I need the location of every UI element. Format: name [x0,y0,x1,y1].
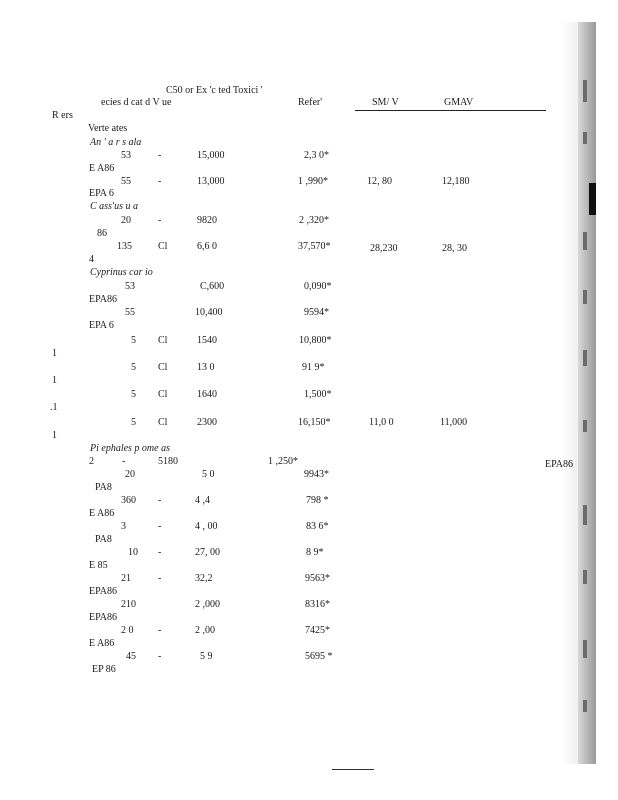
cell-c2: - [158,651,162,662]
cell-ref: 1 [52,375,57,386]
cell-value: 13,000 [197,176,225,187]
cell-value: 27, 00 [195,547,220,558]
cell-c1: 45 [126,651,136,662]
cell-lc50: 10,800* [299,335,332,346]
cell-lc50: 5695 * [305,651,333,662]
cell-gmav: 28, 30 [442,243,467,254]
section-heading: Verte ates [88,123,128,134]
cell-c1: 2 0 [121,625,134,636]
cell-ref: EPA86 [89,612,117,623]
species-name: C ass'us u a [90,201,138,212]
cell-c1: 210 [121,599,136,610]
cell-value: 15,000 [197,150,225,161]
cell-ref: 1 [52,348,57,359]
cell-c1: 135 [117,241,132,252]
cell-c1: 55 [121,176,131,187]
cell-lc50: 2 ,320* [299,215,329,226]
cell-c2: Cl [158,335,168,346]
cell-ref: E 85 [89,560,108,571]
cell-lc50: 1 ,990* [298,176,328,187]
cell-c1: 5 [131,417,136,428]
cell-ref: EPA86 [89,586,117,597]
cell-value: C,600 [200,281,225,292]
cell-ref: EPA 6 [89,188,114,199]
cell-gmav: 12,180 [442,176,470,187]
cell-c1: 21 [121,573,131,584]
cell-value: 2300 [197,417,217,428]
cell-c1: 20 [121,215,131,226]
left-label: R ers [52,110,73,121]
cell-c1: 3 [121,521,126,532]
cell-ref: 86 [97,228,107,239]
cell-c1: 53 [125,281,135,292]
column-header-reference: Refer' [298,97,323,108]
column-header-smav: SM/ V [372,97,399,108]
cell-c2: - [158,176,162,187]
cell-lc50: 9594* [304,307,329,318]
cell-c2: - [122,456,126,467]
cell-lc50: 37,570* [298,241,331,252]
cell-c1: 5 [131,389,136,400]
cell-value: 1640 [197,389,217,400]
cell-ref: E A86 [89,508,115,519]
cell-c2: Cl [158,389,168,400]
cell-value: 4 ,4 [195,495,210,506]
cell-value: 10,400 [195,307,223,318]
cell-c1: 10 [128,547,138,558]
page-edge-mark [583,290,587,304]
cell-lc50: 8 9* [306,547,324,558]
cell-lc50: 83 6* [306,521,329,532]
cell-lc50: 1,500* [304,389,332,400]
cell-lc50: 9563* [305,573,330,584]
table-title: C50 or Ex 'c ted Toxici ' [166,85,263,96]
cell-ref: EPA86 [545,459,573,470]
cell-smav: 12, 80 [367,176,392,187]
cell-lc50: 8316* [305,599,330,610]
cell-c2: - [158,495,162,506]
species-name: An ' a r s ala [90,137,142,148]
cell-value: 5 9 [200,651,213,662]
cell-lc50: 1 ,250* [268,456,298,467]
cell-ref: EPA86 [89,294,117,305]
cell-c1: 55 [125,307,135,318]
cell-c2: - [158,521,162,532]
header-underline [355,110,546,111]
cell-lc50: 0,090* [304,281,332,292]
cell-c1: 5 [131,362,136,373]
cell-ref: 4 [89,254,94,265]
cell-lc50: 2,3 0* [304,150,329,161]
footer-rule [332,769,374,770]
cell-lc50: 7425* [305,625,330,636]
cell-value: 5 0 [202,469,215,480]
cell-c2: Cl [158,362,168,373]
column-header-gmav: GMAV [444,97,474,108]
cell-smav: 28,230 [370,243,398,254]
page-edge-mark [583,570,587,584]
cell-value: 13 0 [197,362,215,373]
page-edge-mark [583,232,587,250]
cell-c2: - [158,215,162,226]
cell-ref: PA8 [95,482,112,493]
cell-value: 5180 [158,456,178,467]
cell-value: 6,6 0 [197,241,217,252]
page-edge-mark [583,350,587,366]
cell-ref: EP 86 [92,664,116,675]
cell-ref: E A86 [89,163,115,174]
page-edge-mark [583,80,587,102]
page-edge-tab-mark [589,183,596,215]
cell-value: 9820 [197,215,217,226]
cell-c1: 53 [121,150,131,161]
cell-ref: .1 [50,402,58,413]
cell-ref: E A86 [89,638,115,649]
page-edge-mark [583,640,587,658]
cell-value: 32,2 [195,573,213,584]
cell-ref: PA8 [95,534,112,545]
cell-lc50: 798 * [306,495,329,506]
cell-value: 2 ,000 [195,599,220,610]
cell-c1: 2 [89,456,94,467]
cell-value: 4 , 00 [195,521,218,532]
page-edge-mark [583,505,587,525]
cell-value: 1540 [197,335,217,346]
page-edge-mark [583,700,587,712]
cell-smav: 11,0 0 [369,417,394,428]
cell-c2: - [158,573,162,584]
cell-value: 2 ,00 [195,625,215,636]
cell-c2: Cl [158,417,168,428]
species-name: Pi ephales p ome as [90,443,170,454]
cell-lc50: 16,150* [298,417,331,428]
cell-c2: - [158,150,162,161]
cell-ref: EPA 6 [89,320,114,331]
species-name: Cyprinus car io [90,267,153,278]
page-edge-mark [583,420,587,432]
cell-c1: 20 [125,469,135,480]
cell-c2: Cl [158,241,168,252]
page-edge-mark [583,132,587,144]
page-edge-dark [578,22,596,764]
cell-lc50: 9943* [304,469,329,480]
cell-lc50: 91 9* [302,362,325,373]
cell-c2: - [158,547,162,558]
cell-c2: - [158,625,162,636]
cell-c1: 5 [131,335,136,346]
cell-ref: 1 [52,430,57,441]
column-header-species: ecies d cat d V ue [101,97,172,108]
cell-gmav: 11,000 [440,417,468,428]
cell-c1: 360 [121,495,136,506]
